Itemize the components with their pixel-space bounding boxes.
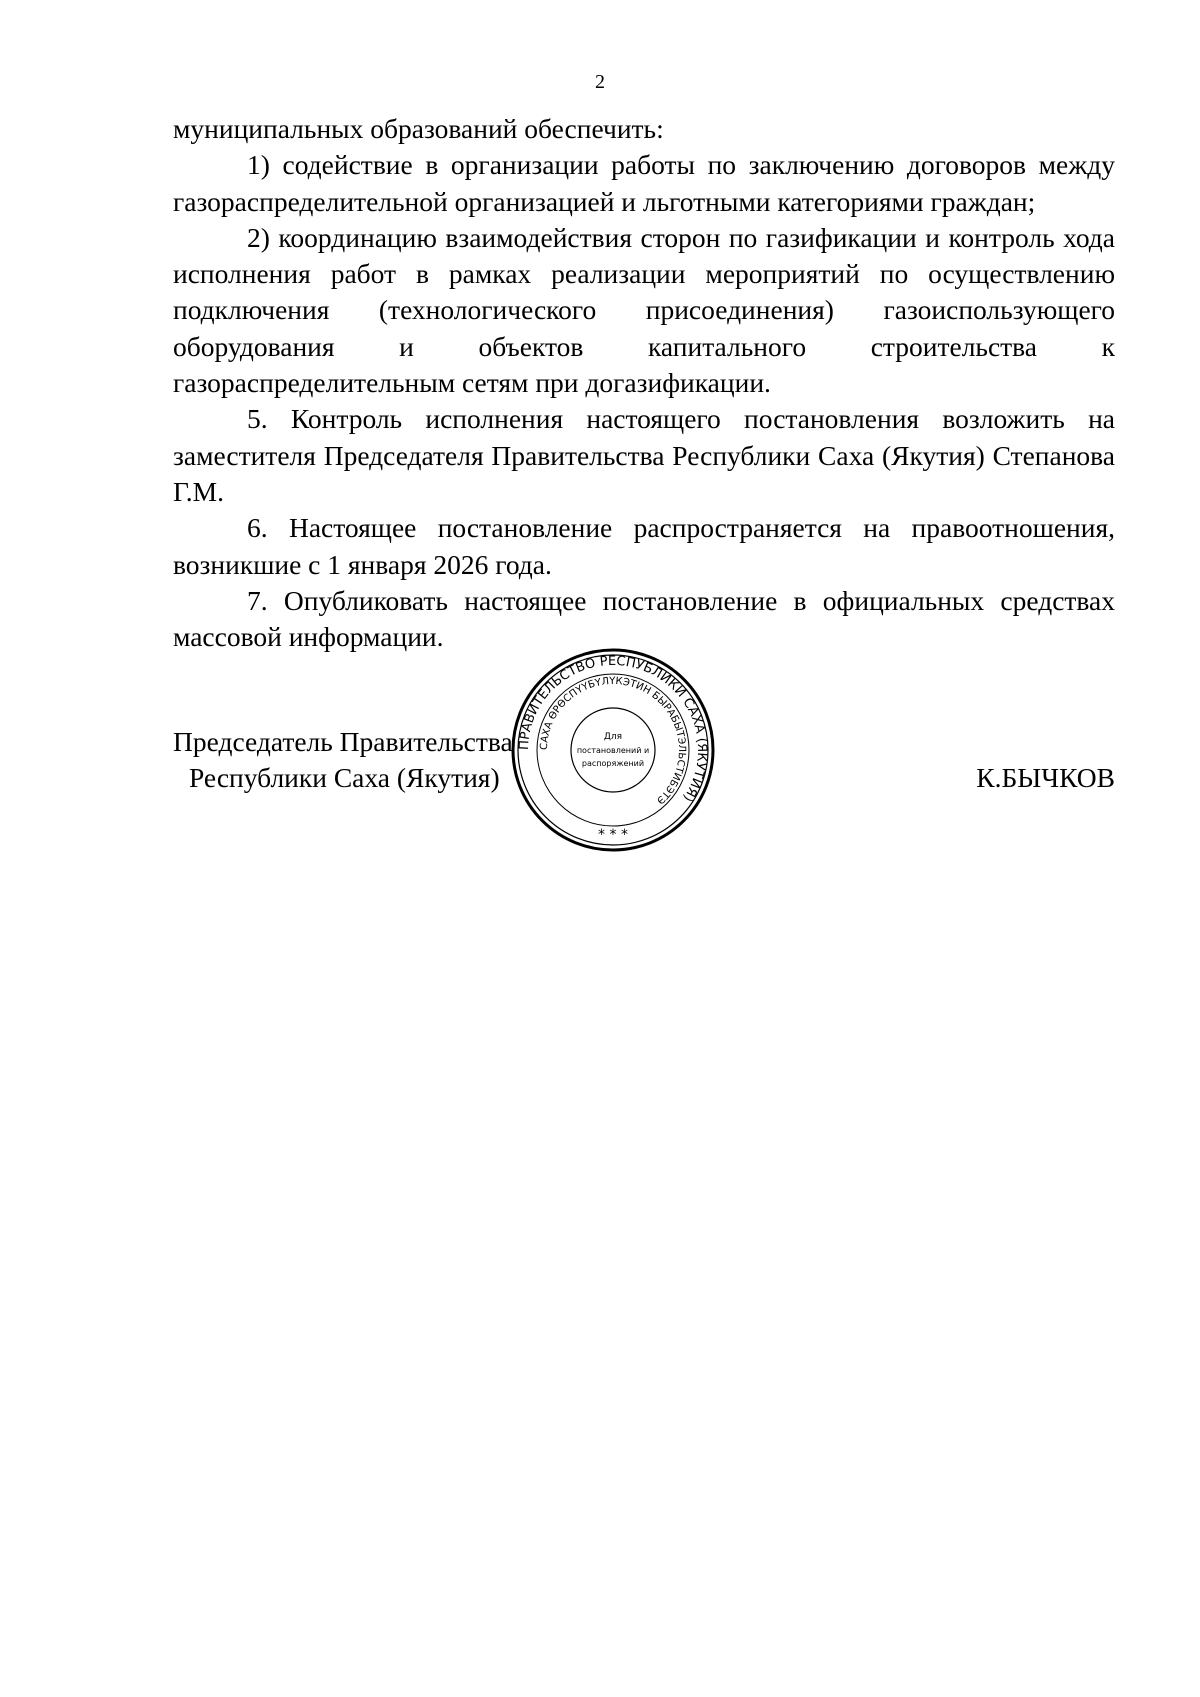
signatory-title-line2: Республики Саха (Якутия) bbox=[189, 762, 500, 793]
seal-center-line3: распоряжений bbox=[581, 759, 645, 768]
seal-inner-text: САХА ӨРӨСПҮҮБҮЛҮКЭТИН БЫРАБЫТЭЛЬСТИБЭТЭ bbox=[538, 675, 688, 806]
document-body bbox=[173, 111, 1115, 655]
paragraph-intro: муниципальных образований обеспечить: bbox=[173, 113, 664, 144]
signatory-name: К.БЫЧКОВ bbox=[976, 762, 1115, 793]
seal-center-line1: Для bbox=[603, 732, 623, 742]
paragraph-7: 7. Опубликовать настоящее постановление в официальных средствах массовой информации. bbox=[173, 584, 1115, 653]
signatory-title-line1: Председатель Правительства bbox=[173, 726, 513, 757]
paragraph-6: 6. Настоящее постановление распространяется на правоотношения, возникшие с 1 января 2026 года. bbox=[173, 512, 1115, 580]
official-seal-stamp bbox=[510, 647, 716, 853]
seal-outer-text: ПРАВИТЕЛЬСТВО РЕСПУБЛИКИ САХА (ЯКУТИЯ) bbox=[516, 653, 710, 805]
paragraph-item-2: 2) координацию взаимодействия сторон по газификации и контроль хода исполнения работ в рамках реализации мероприятий по осуществлению подключения (технологического присоединения) газоиспользующего оборудования и объектов капитального строительства к газораспределительным сетям при догазификации. bbox=[173, 221, 1115, 399]
seal-center-line2: постановлений и bbox=[576, 746, 650, 755]
page-number: 2 bbox=[595, 71, 605, 93]
paragraph-5: 5. Контроль исполнения настоящего постановления возложить на заместителя Председателя Правительства Республики Саха (Якутия) Степанова Г.М. bbox=[173, 403, 1115, 507]
seal-icon bbox=[510, 647, 716, 853]
paragraph-item-1: 1) содействие в организации работы по заключению договоров между газораспределительной организацией и льготными категориями граждан; bbox=[173, 149, 1115, 217]
seal-stars: * * * bbox=[598, 827, 628, 843]
